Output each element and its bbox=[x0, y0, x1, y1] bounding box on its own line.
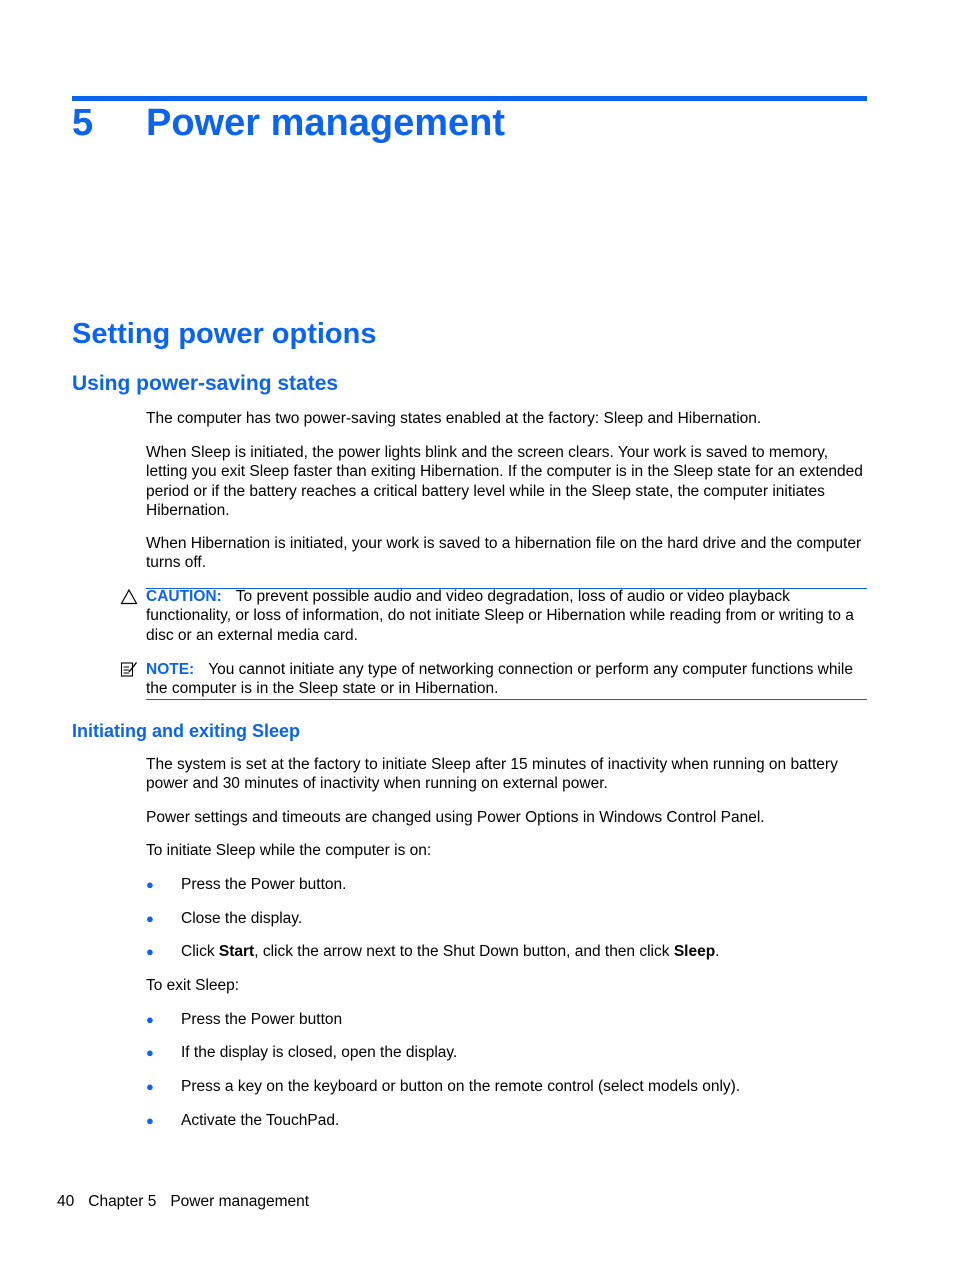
list-item-text: Close the display. bbox=[181, 910, 303, 927]
subsection-title-power-saving: Using power-saving states bbox=[72, 372, 339, 395]
note-label: NOTE: bbox=[146, 661, 195, 678]
list-item-text: Press the Power button. bbox=[181, 876, 347, 893]
subsection-title-sleep: Initiating and exiting Sleep bbox=[72, 721, 301, 741]
footer-chapter-title: Power management bbox=[170, 1193, 310, 1210]
paragraph: Power settings and timeouts are changed using Power Options in Windows Control Panel. bbox=[146, 809, 765, 826]
text-run: Click bbox=[181, 943, 219, 960]
note-text: You cannot initiate any type of networking connection or perform any computer functions while the computer is in the Sleep state or in Hibernation. bbox=[146, 661, 853, 698]
text-run: . bbox=[715, 943, 720, 960]
caution-text: To prevent possible audio and video degradation, loss of audio or video playback functionality, or loss of information, do not initiate Sleep or Hibernation while reading from or writing to a disc or an external media card. bbox=[146, 588, 854, 644]
list-item-text: Press the Power button bbox=[181, 1011, 343, 1028]
bullet-icon: ● bbox=[146, 877, 154, 892]
caution-notice bbox=[146, 587, 867, 645]
page-number: 40 bbox=[57, 1193, 75, 1210]
paragraph: The system is set at the factory to initiate Sleep after 15 minutes of inactivity when running on battery power and 30 minutes of inactivity when running on external power. bbox=[146, 756, 838, 793]
note-rule bbox=[146, 699, 867, 700]
chapter-number: 5 bbox=[72, 102, 94, 144]
paragraph: To exit Sleep: bbox=[146, 977, 240, 994]
text-run: , click the arrow next to the Shut Down button, and then click bbox=[254, 943, 674, 960]
bullet-icon: ● bbox=[146, 911, 154, 926]
bullet-icon: ● bbox=[146, 1012, 154, 1027]
caution-label: CAUTION: bbox=[146, 588, 222, 605]
chapter-title: Power management bbox=[146, 102, 505, 144]
paragraph: To initiate Sleep while the computer is on: bbox=[146, 842, 432, 859]
caution-icon bbox=[120, 588, 138, 606]
paragraph: The computer has two power-saving states enabled at the factory: Sleep and Hibernation. bbox=[146, 410, 762, 427]
bullet-icon: ● bbox=[146, 1045, 154, 1060]
list-item-text bbox=[181, 942, 719, 961]
paragraph: When Hibernation is initiated, your work is saved to a hibernation file on the hard drive and the computer turns off. bbox=[146, 535, 862, 572]
note-icon bbox=[120, 660, 138, 678]
list-item-text: Press a key on the keyboard or button on the remote control (select models only). bbox=[181, 1078, 741, 1095]
chapter-heading bbox=[72, 100, 505, 146]
paragraph: When Sleep is initiated, the power lights blink and the screen clears. Your work is saved to memory, letting you exit Sleep faster than exiting Hibernation. If the computer is in the Sleep state for an extended period or if the battery reaches a critical battery level while in the Sleep state, the computer initiates Hibernation. bbox=[146, 444, 863, 520]
note-notice bbox=[146, 660, 867, 699]
bullet-icon: ● bbox=[146, 1113, 154, 1128]
section-title: Setting power options bbox=[72, 318, 377, 350]
list-item-text: If the display is closed, open the display. bbox=[181, 1044, 458, 1061]
text-run-bold: Sleep bbox=[673, 943, 716, 960]
list-item-text: Activate the TouchPad. bbox=[181, 1112, 340, 1129]
bullet-icon: ● bbox=[146, 944, 154, 959]
text-run-bold: Start bbox=[218, 943, 255, 960]
footer-chapter-label: Chapter 5 bbox=[88, 1193, 157, 1210]
page-footer bbox=[57, 1192, 323, 1211]
bullet-icon: ● bbox=[146, 1079, 154, 1094]
